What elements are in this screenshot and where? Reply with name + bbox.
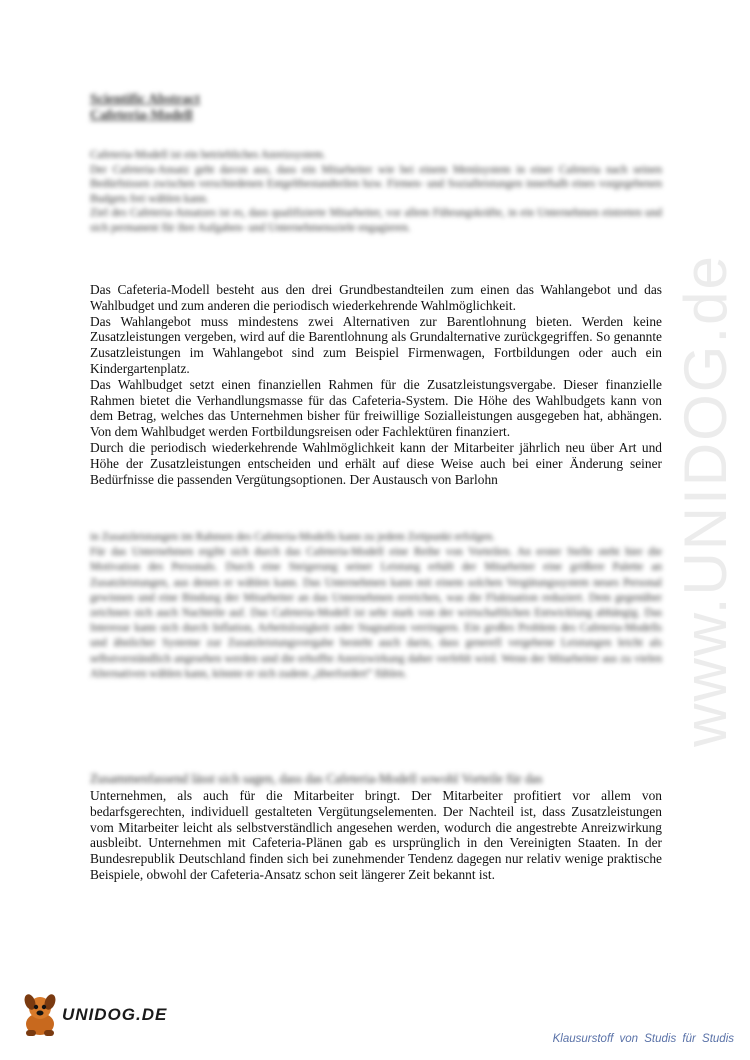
intro-line: Ziel des Cafeteria-Ansatzes ist es, dass qualifizierte Mitarbeiter, vor allem Führungskräfte, in ein Unternehmen eintreten und sich permanent für ihre Aufgaben- und Unternehmensziele engagieren.	[90, 207, 662, 234]
body-paragraph: Das Wahlangebot muss mindestens zwei Alternativen zur Barentlohnung bieten. Werden keine Zusatzleistungen vergeben, wird auf die Barentlohnung als Grundalternative zurückgegriffen. So genannte Zusatzleistungen im Wahlangebot sind zum Beispiel Firmenwagen, Fortbildungen oder auch ein Kindergartenplatz.	[90, 313, 662, 376]
abstract-title: Scientific Abstract	[90, 92, 201, 107]
body-paragraph: Das Cafeteria-Modell besteht aus den drei Grundbestandteilen zum einen das Wahlangebot und das Wahlbudget und zum anderen die periodisch wiederkehrende Wahlmöglichkeit.	[90, 282, 662, 313]
body-text	[90, 282, 662, 487]
mid-paragraph: in Zusatzleistungen im Rahmen des Cafeteria-Modells kann zu jedem Zeitpunkt erfolgen.	[90, 531, 495, 543]
watermark	[660, 250, 750, 750]
mid-blurred	[90, 530, 662, 682]
summary-text	[90, 788, 662, 883]
body-paragraph: Durch die periodisch wiederkehrende Wahlmöglichkeit kann der Mitarbeiter jährlich neu über Art und Höhe der Zusatzleistungen entscheiden und erhält auf diese Weise auch bei einer Änderung seiner Bedürfnisse die passenden Vergütungsoptionen. Der Austausch von Barlohn	[90, 439, 662, 487]
unidog-logo	[20, 992, 167, 1038]
intro-line: Cafeteria-Modell ist ein betriebliches Anreizsystem.	[90, 149, 326, 161]
summary-blurred-line: Zusammenfassend lässt sich sagen, dass das Cafeteria-Modell sowohl Vorteile für das	[90, 771, 543, 786]
summary-paragraph: Unternehmen, als auch für die Mitarbeiter bringt. Der Mitarbeiter profitiert vor allem von bedarfsgerechten, individuell gestalteten Vergütungselementen. Der Nachteil ist, dass Zusatzleistungen vom Mitarbeiter leicht als selbstverständlich angesehen werden, wodurch die angestrebte Anreizwirkung ausbleibt. Unternehmen mit Cafeteria-Plänen gab es ursprünglich in den Vereinigten Staaten. In der Bundesrepublik Deutschland finden sich bei zunehmender Tendenz dagegen nur relativ wenige praktische Beispiele, obwohl der Cafeteria-Ansatz schon seit längerer Zeit bekannt ist.	[90, 788, 662, 882]
summary-blurred	[90, 771, 662, 787]
abstract-heading	[90, 92, 200, 124]
body-paragraph: Das Wahlbudget setzt einen finanziellen Rahmen für die Zusatzleistungsvergabe. Dieser finanzielle Rahmen bietet die Verhandlungsmasse für das Cafeteria-System. Die Höhe des Wahlbudgets kann von dem Betrag, welches das Unternehmen bisher für freiwillige Sozialleistungen ausgegeben hat, abhängen. Von dem Wahlbudget werden Fortbildungsreisen oder Fachlektüren finanziert.	[90, 376, 662, 440]
mid-paragraph: Für das Unternehmen ergibt sich durch das Cafeteria-Modell eine Reihe von Vorteilen. An erster Stelle steht hier die Motivation des Personals. Durch eine Steigerung seiner Leistung erhält der Mitarbeiter eine größere Palette an Zusatzleistungen, aus denen er wählen kann. Das Unternehmen kann mit einem solchen Vergütungssystem neues Personal gewinnen und eine Bindung der Mitarbeiter an das Unternehmen erreichen, was die Fluktuation reduziert. Dem gegenüber zeichnen sich auch Nachteile auf. Das Cafeteria-Modell ist sehr stark von der wirtschaftlichen Entwicklung abhängig. Das Interesse kann sich durch Inflation, Arbeitslosigkeit oder Stagnation verringern. Ein großes Problem des Cafeteria-Modells und ähnlicher Systeme zur Zusatzleistungsvergabe besteht auch darin, dass generell vergebene Leistungen leicht als selbstverständlich angesehen werden und die erhoffte Anreizwirkung daher verfehlt wird. Wenn der Mitarbeiter aus zu vielen Alternativen wählen kann, könnte er sich zudem „überfordert“ fühlen.	[90, 546, 662, 680]
footer-tagline: Klausurstoff von Studis für Studis	[552, 1033, 734, 1045]
intro-line: Der Cafeteria-Ansatz geht davon aus, dass ein Mitarbeiter wie bei einem Menüsystem in einer Cafeteria nach seinen Bedürfnissen zwischen verschiedenen Entgeltbestandteilen bzw. Firmen- und Sozialleistungen innerhalb eines vorgegebenen Budgets frei wählen kann.	[90, 163, 662, 205]
abstract-subtitle: Cafeteria-Modell	[90, 108, 193, 123]
dog-icon	[20, 992, 60, 1038]
intro-blurred	[90, 148, 662, 235]
logo-text: UNIDOG.DE	[62, 1005, 168, 1024]
watermark-text: www.UNIDOG.de	[671, 253, 739, 747]
